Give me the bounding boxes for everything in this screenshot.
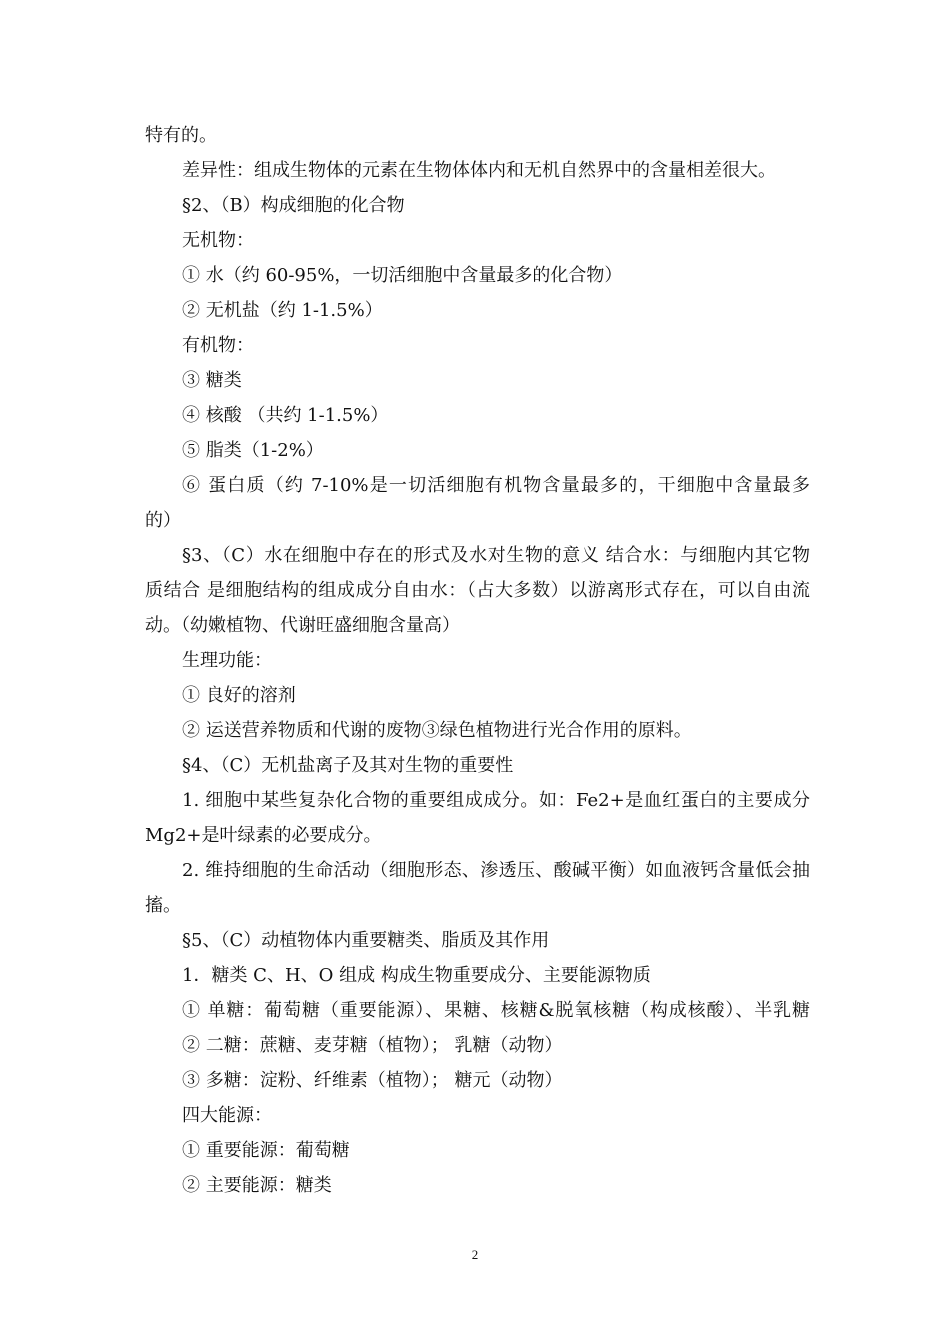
- text-line: 生理功能：: [182, 650, 272, 671]
- text-line: ③ 多糖：淀粉、纤维素（植物）； 糖元（动物）: [182, 1070, 563, 1091]
- text-line: ① 水（约 60-95%，一切活细胞中含量最多的化合物）: [182, 265, 623, 286]
- text-line: ③ 糖类: [182, 370, 242, 391]
- text-line: 特有的。: [145, 125, 217, 146]
- text-line: ⑤ 脂类（1-2%）: [182, 440, 324, 461]
- text-line: §3、（C）水在细胞中存在的形式及水对生物的意义 结合水：与细胞内其它物: [182, 545, 810, 566]
- text-line: 质结合 是细胞结构的组成成分自由水：（占大多数）以游离形式存在，可以自由流: [145, 580, 810, 601]
- document-body: [145, 118, 810, 1203]
- text-line: ② 无机盐（约 1-1.5%）: [182, 300, 383, 321]
- text-line: ① 重要能源：葡萄糖: [182, 1140, 350, 1161]
- text-line: ② 二糖：蔗糖、麦芽糖（植物）； 乳糖（动物）: [182, 1035, 563, 1056]
- text-line: Mg2+是叶绿素的必要成分。: [145, 825, 382, 846]
- text-line: §5、（C）动植物体内重要糖类、脂质及其作用: [182, 930, 550, 951]
- text-line: ② 主要能源：糖类: [182, 1175, 332, 1196]
- text-line: §2、（B）构成细胞的化合物: [182, 195, 405, 216]
- page-number: 2: [471, 1247, 479, 1262]
- text-line: 2. 维持细胞的生命活动（细胞形态、渗透压、酸碱平衡）如血液钙含量低会抽: [182, 860, 810, 881]
- text-line: 有机物：: [182, 335, 254, 356]
- text-line: 差异性：组成生物体的元素在生物体体内和无机自然界中的含量相差很大。: [182, 160, 776, 181]
- text-line: ① 单糖：葡萄糖（重要能源）、果糖、核糖&脱氧核糖（构成核酸）、半乳糖: [182, 1000, 810, 1021]
- text-line: 四大能源：: [182, 1105, 272, 1126]
- text-line: ⑥ 蛋白质（约 7-10%是一切活细胞有机物含量最多的，干细胞中含量最多: [182, 475, 810, 496]
- text-line: 的）: [145, 510, 181, 531]
- text-line: 动。（幼嫩植物、代谢旺盛细胞含量高）: [145, 615, 460, 636]
- text-line: 搐。: [145, 895, 181, 916]
- text-line: ② 运送营养物质和代谢的废物③绿色植物进行光合作用的原料。: [182, 720, 692, 741]
- text-line: ① 良好的溶剂: [182, 685, 296, 706]
- text-line: 无机物：: [182, 230, 254, 251]
- text-line: §4、（C）无机盐离子及其对生物的重要性: [182, 755, 514, 776]
- text-line: ④ 核酸 （共约 1-1.5%）: [182, 405, 389, 426]
- text-line: 1．糖类 C、H、O 组成 构成生物重要成分、主要能源物质: [182, 965, 651, 986]
- text-line: 1. 细胞中某些复杂化合物的重要组成成分。如：Fe2+是血红蛋白的主要成分: [182, 790, 810, 811]
